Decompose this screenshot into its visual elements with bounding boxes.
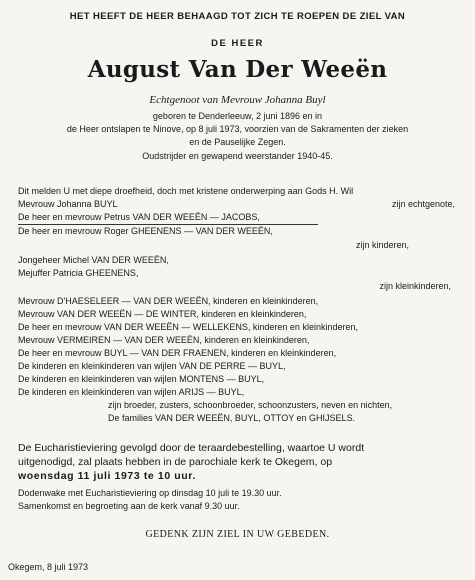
died-line: de Heer ontslapen te Ninove, op 8 juli 1973, voorzien van de Sakramenten der zieken xyxy=(66,124,409,134)
families-line: De families VAN DER WEEËN, BUYL, OTTOY en GHIJSELS. xyxy=(108,413,356,423)
remembrance-line: GEDENK ZIJN ZIEL IN UW GEBEDEN. xyxy=(145,529,330,540)
family-intro: Dit melden U met diepe droefheid, doch met kristene onderwerping aan Gods H. Wil xyxy=(18,186,354,196)
sibling-line: Mevrouw VAN DER WEEËN — DE WINTER, kinderen en kleinkinderen, xyxy=(18,309,307,319)
grandchildren-role: zijn kleinkinderen, xyxy=(379,281,451,291)
title-prefix: DE HEER xyxy=(211,38,264,49)
sibling-line: De kinderen en kleinkinderen van wijlen VAN DE PERRE — BUYL, xyxy=(18,361,286,371)
veteran-line: Oudstrijder en gewapend weerstander 1940-45. xyxy=(142,151,333,161)
spouse-role: zijn echtgenote, xyxy=(391,199,455,209)
born-line: geboren te Denderleeuw, 2 juni 1896 en in xyxy=(152,111,323,121)
service-line-1: De Eucharistieviering gevolgd door de teraardebestelling, waartoe U wordt xyxy=(18,442,365,454)
sibling-line: De kinderen en kleinkinderen van wijlen ARIJS — BUYL, xyxy=(18,387,245,397)
spouse-name: Mevrouw Johanna BUYL xyxy=(18,199,118,209)
sibling-line: De heer en mevrouw BUYL — VAN DER FRAENEN, kinderen en kleinkinderen, xyxy=(18,348,337,358)
service-line-3: woensdag 11 juli 1973 te 10 uur. xyxy=(18,470,196,482)
children-role: zijn kinderen, xyxy=(355,240,409,250)
grandchild-2: Mejuffer Patricia GHEENENS, xyxy=(18,268,139,278)
deceased-name: August Van Der Weeën xyxy=(87,56,388,83)
sibling-line: De heer en mevrouw VAN DER WEEËN — WELLEKENS, kinderen en kleinkinderen, xyxy=(18,322,358,332)
place-date: Okegem, 8 juli 1973 xyxy=(8,562,89,572)
grandchild-1: Jongeheer Michel VAN DER WEEËN, xyxy=(18,255,169,265)
child-1: De heer en mevrouw Petrus VAN DER WEEËN — JACOBS, xyxy=(18,212,260,222)
sibling-line: De kinderen en kleinkinderen van wijlen MONTENS — BUYL, xyxy=(18,374,265,384)
relatives-line: zijn broeder, zusters, schoonbroeder, schoonzusters, neven en nichten, xyxy=(108,400,393,410)
announcement: HET HEEFT DE HEER BEHAAGD TOT ZICH TE ROEPEN DE ZIEL VAN xyxy=(69,11,406,22)
sibling-line: Mevrouw D'HAESELEER — VAN DER WEEËN, kinderen en kleinkinderen, xyxy=(18,296,319,306)
wake-line: Dodenwake met Eucharistieviering op dinsdag 10 juli te 19.30 uur. xyxy=(18,488,282,498)
gathering-line: Samenkomst en begroeting aan de kerk vanaf 9.30 uur. xyxy=(18,501,240,511)
service-line-2: uitgenodigd, zal plaats hebben in de parochiale kerk te Okegem, op xyxy=(18,456,333,468)
underline xyxy=(18,224,318,225)
blessing-line: en de Pauselijke Zegen. xyxy=(189,137,286,147)
child-2: De heer en mevrouw Roger GHEENENS — VAN DER WEEËN, xyxy=(18,226,273,236)
sibling-line: Mevrouw VERMEIREN — VAN DER WEEËN, kinderen en kleinkinderen, xyxy=(18,335,310,345)
spouse-line: Echtgenoot van Mevrouw Johanna Buyl xyxy=(149,94,326,106)
